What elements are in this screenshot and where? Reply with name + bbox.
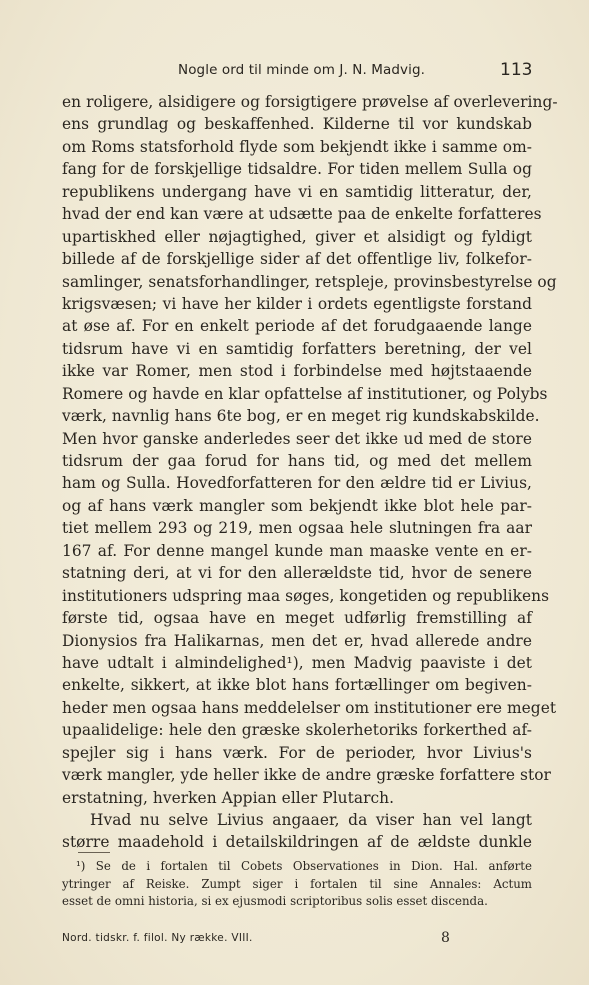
text-line: første tid, ogsaa have en meget udførlig fremstilling af bbox=[62, 609, 532, 628]
text-line: om Roms statsforhold flyde som bekjendt ikke i samme om- bbox=[62, 137, 532, 156]
text-line: fang for de forskjellige tidsaldre. For tiden mellem Sulla og bbox=[62, 160, 532, 179]
text-line: have udtalt i almindelighed¹), men Madvig paaviste i det bbox=[62, 653, 532, 672]
text-line: Dionysios fra Halikarnas, men det er, hvad allerede andre bbox=[62, 631, 532, 650]
running-title: Nogle ord til minde om J. N. Madvig. bbox=[178, 62, 426, 78]
page-number: 113 bbox=[500, 60, 533, 80]
text-line: værk mangler, yde heller ikke de andre græske forfattere stor bbox=[62, 766, 551, 785]
text-line: Romere og havde en klar opfattelse af institutioner, og Polybs bbox=[62, 384, 548, 403]
text-line: spejler sig i hans værk. For de perioder, hvor Livius's bbox=[62, 743, 532, 762]
text-line: tidsrum der gaa forud for hans tid, og med det mellem bbox=[62, 452, 532, 470]
body-text bbox=[62, 91, 558, 854]
text-line: republikens undergang have vi en samtidig litteratur, der, bbox=[62, 182, 532, 201]
footnote bbox=[62, 858, 532, 911]
footnote-line: ¹) Se de i fortalen til Cobets Observationes in Dion. Hal. anførte bbox=[76, 859, 532, 873]
footnote-line: ytringer af Reiske. Zumpt siger i fortalen til sine Annales: Actum bbox=[62, 876, 532, 891]
text-line: billede af de forskjellige sider af det offentlige liv, folkefor- bbox=[62, 250, 532, 269]
footnote-rule bbox=[78, 852, 110, 853]
text-line: institutioners udspring maa søges, kongetiden og republikens bbox=[62, 586, 550, 605]
text-line: erstatning, hverken Appian eller Plutarch. bbox=[62, 788, 395, 807]
text-line: ikke var Romer, men stod i forbindelse med højtstaaende bbox=[62, 362, 532, 381]
signature-text: Nord. tidskr. f. filol. Ny række. VIII. bbox=[62, 932, 253, 944]
running-head bbox=[0, 58, 589, 82]
footnote-line: esset de omni historia, si ex ejusmodi scriptoribus solis esset discenda. bbox=[62, 894, 488, 908]
text-line: Men hvor ganske anderledes seer det ikke ud med de store bbox=[62, 429, 532, 448]
text-line: større maadehold i detailskildringen af de ældste dunkle bbox=[62, 833, 532, 852]
text-line: en roligere, alsidigere og forsigtigere prøvelse af overlevering- bbox=[62, 93, 558, 111]
text-line: upaalidelige: hele den græske skolerhetoriks forkerthed af- bbox=[62, 721, 532, 740]
text-line: upartiskhed eller nøjagtighed, giver et alsidigt og fyldigt bbox=[62, 227, 532, 246]
signature-line bbox=[62, 932, 532, 948]
text-line: hvad der end kan være at udsætte paa de enkelte forfatteres bbox=[62, 205, 542, 224]
text-line: ens grundlag og beskaffenhed. Kilderne til vor kundskab bbox=[62, 115, 532, 134]
text-line: ham og Sulla. Hovedforfatteren for den ældre tid er Livius, bbox=[62, 474, 532, 493]
sheet-number: 8 bbox=[441, 930, 450, 946]
text-line: krigsvæsen; vi have her kilder i ordets egentligste forstand bbox=[62, 294, 532, 313]
text-line: at øse af. For en enkelt periode af det forudgaaende lange bbox=[62, 317, 532, 336]
text-line: værk, navnlig hans 6te bog, er en meget rig kundskabskilde. bbox=[62, 407, 540, 426]
text-line: tiet mellem 293 og 219, men ogsaa hele slutningen fra aar bbox=[62, 519, 532, 538]
text-line: samlinger, senatsforhandlinger, retspleje, provinsbestyrelse og bbox=[62, 272, 557, 291]
text-line: Hvad nu selve Livius angaaer, da viser han vel langt bbox=[90, 811, 532, 829]
text-line: heder men ogsaa hans meddelelser om institutioner ere meget bbox=[62, 698, 557, 717]
text-line: statning deri, at vi for den allerældste tid, hvor de senere bbox=[62, 564, 532, 583]
text-line: 167 af. For denne mangel kunde man maaske vente en er- bbox=[62, 541, 532, 560]
text-line: og af hans værk mangler som bekjendt ikke blot hele par- bbox=[62, 496, 532, 515]
text-line: tidsrum have vi en samtidig forfatters beretning, der vel bbox=[62, 339, 532, 358]
text-line: enkelte, sikkert, at ikke blot hans fortællinger om begiven- bbox=[62, 676, 532, 695]
